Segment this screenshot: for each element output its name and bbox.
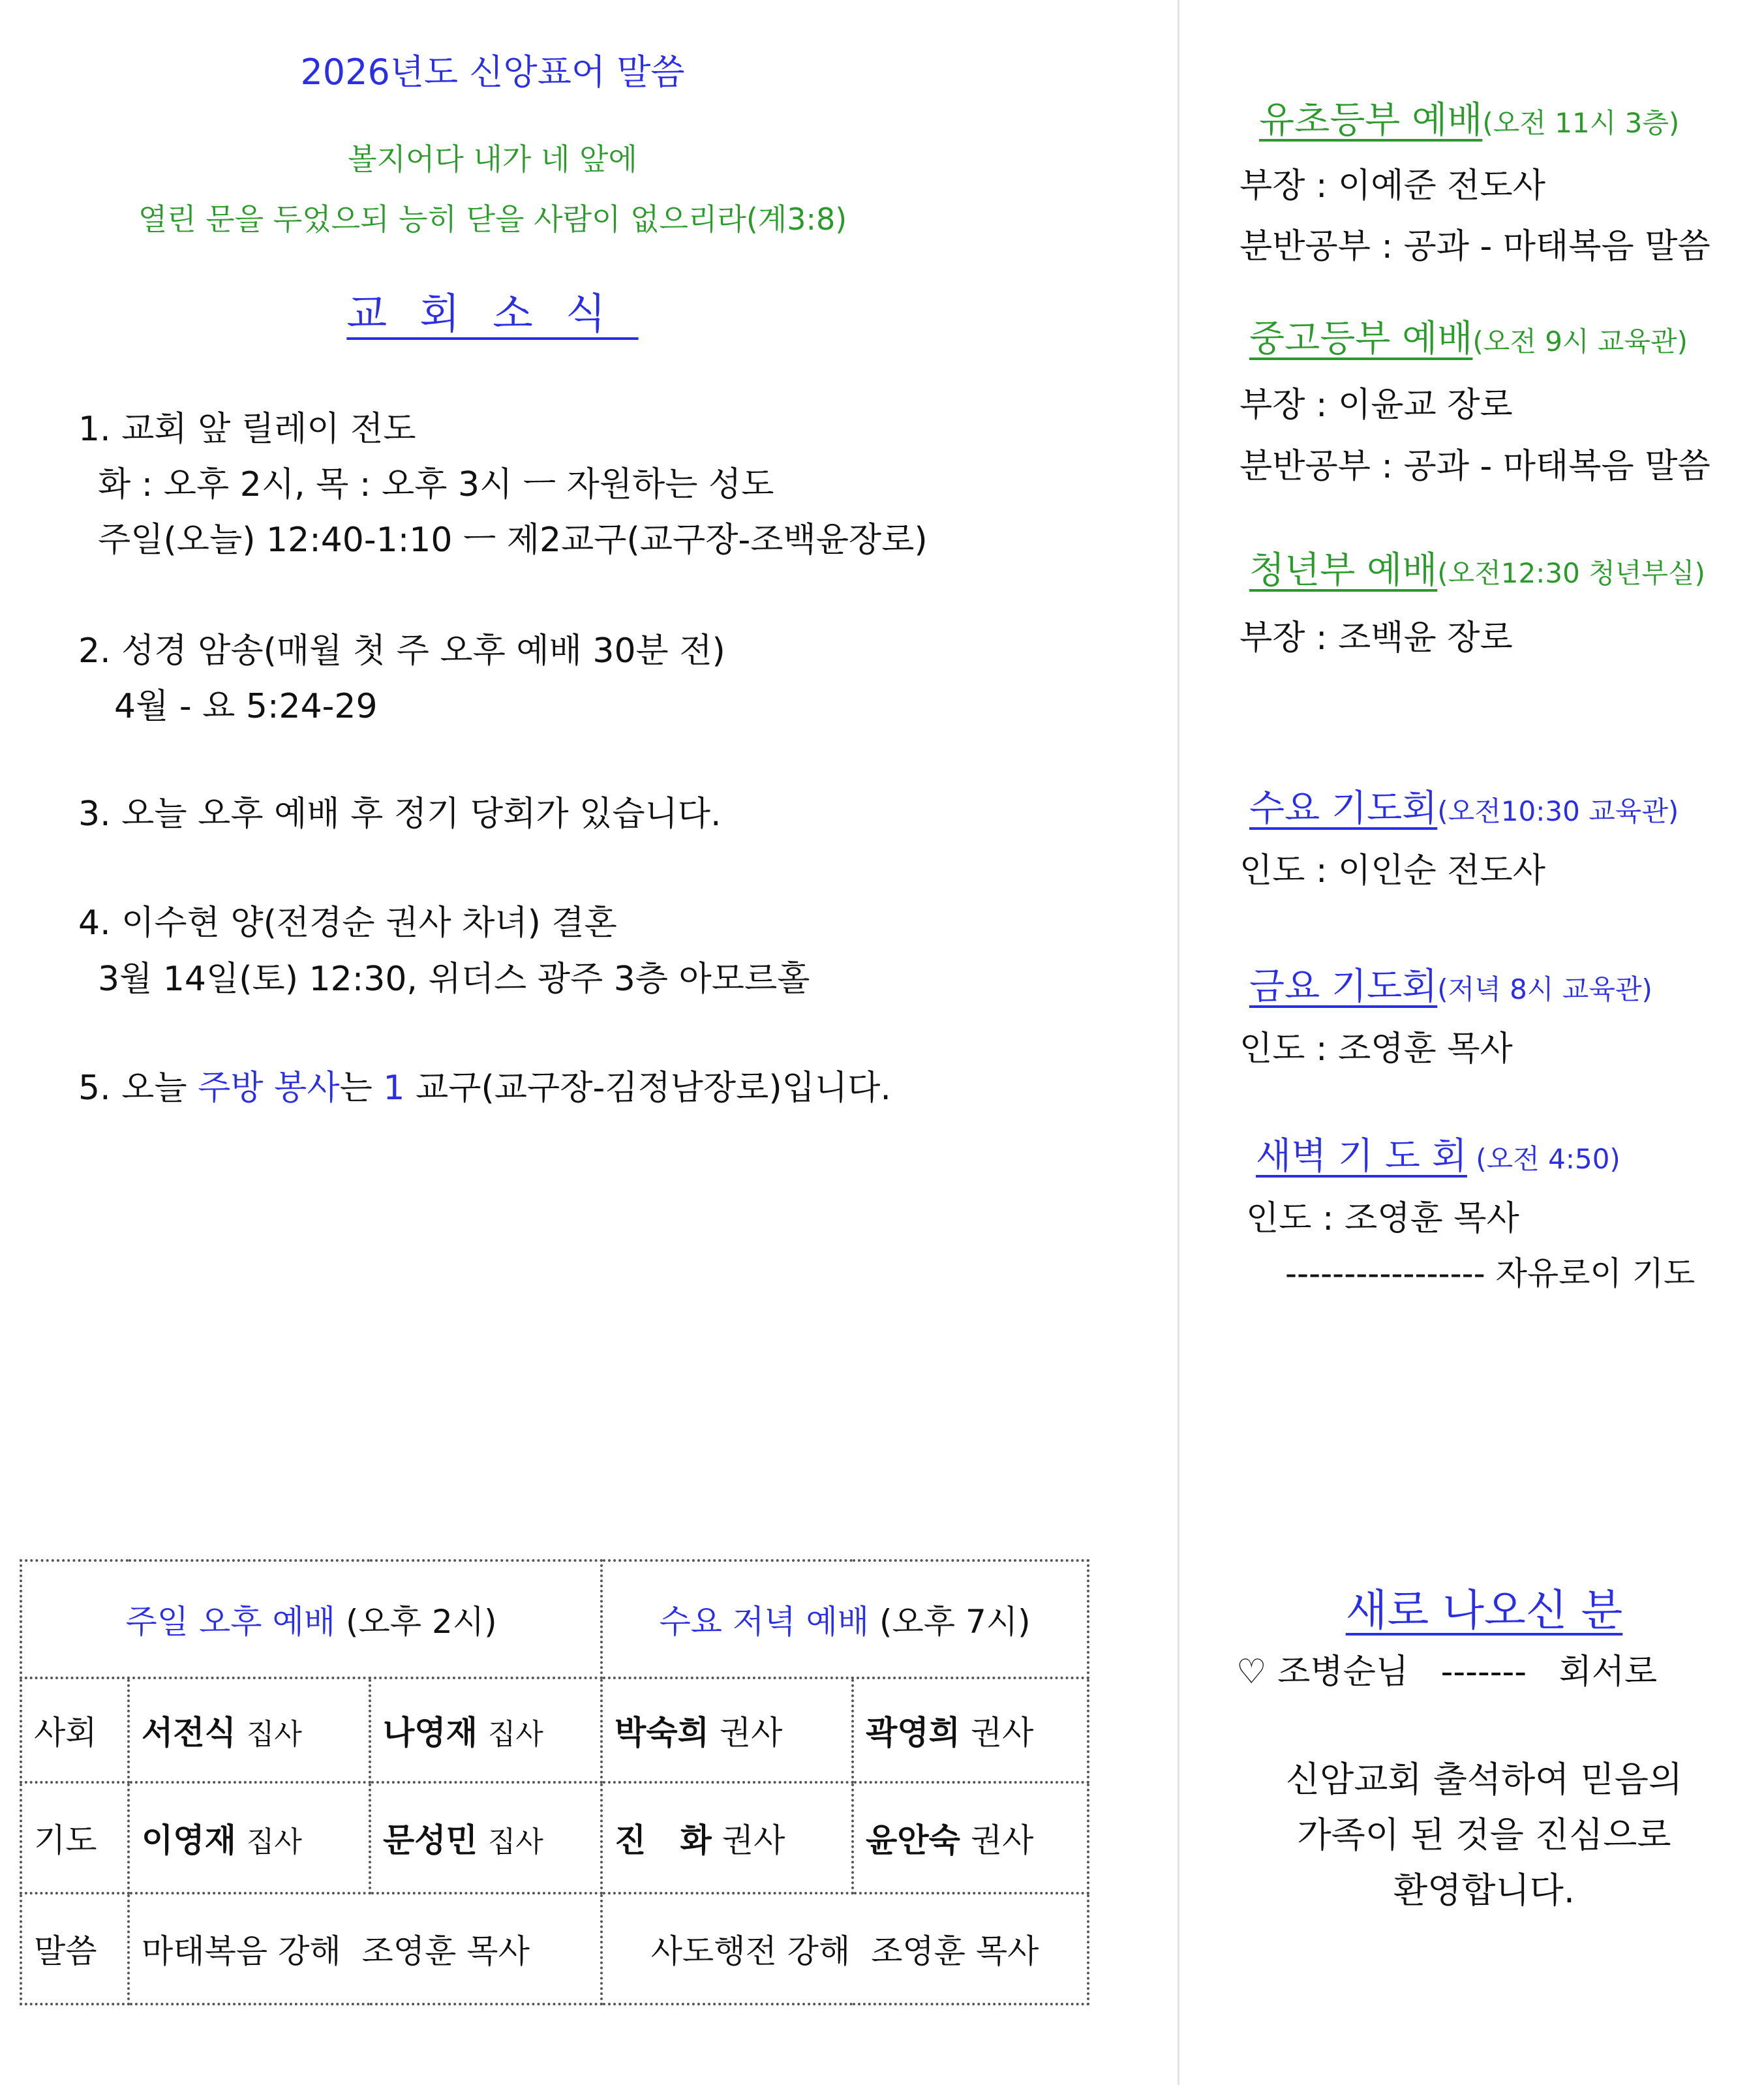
service-schedule-table (20, 1559, 1089, 2005)
news-item-4-title: 4. 이수현 양(전경순 권사 차녀) 결혼 (78, 904, 617, 943)
young-adult-head: 부장 : 조백윤 장로 (1239, 618, 1513, 658)
welcome-message-line3: 환영합니다. (1393, 1870, 1575, 1911)
table-row (21, 1678, 1088, 1782)
wednesday-prayer-heading (1249, 780, 1679, 832)
person-title: 집사 (487, 1718, 543, 1751)
row-label-host: 사회 (21, 1678, 129, 1782)
column-divider (1178, 0, 1179, 2085)
welcome-message-line2: 가족이 된 것을 진심으로 (1297, 1814, 1671, 1855)
wednesday-service-time: (오후 7시) (879, 1603, 1031, 1641)
motto-verse-line2: 열린 문을 두었으되 능히 닫을 사람이 없으리라(계3:8) (138, 202, 847, 237)
sermon-wednesday: 사도행전 강해 조영훈 목사 (601, 1893, 1088, 2004)
newcomer-entry: ♡ 조병순님 ------- 회서로 (1236, 1652, 1658, 1692)
host-wednesday-1 (601, 1678, 853, 1782)
person-name: 나영재 (383, 1714, 478, 1752)
news-item-2-title: 2. 성경 암송(매월 첫 주 오후 예배 30분 전) (78, 632, 725, 671)
host-sunday-2 (370, 1678, 601, 1782)
friday-prayer-time: (저녁 8시 교육관) (1437, 973, 1652, 1005)
sermon-sunday: 마태복음 강해 조영훈 목사 (129, 1893, 601, 2004)
news-item-5-highlight: 주방 봉사 (198, 1069, 340, 1108)
news-title-text: 교회소식 (346, 290, 639, 339)
sunday-service-name: 주일 오후 예배 (125, 1603, 336, 1641)
motto-verse-line1: 볼지어다 내가 네 앞에 (348, 142, 637, 177)
table-row (21, 1782, 1088, 1893)
person-title: 집사 (487, 1825, 543, 1859)
table-header-row (21, 1560, 1088, 1678)
youth-head: 부장 : 이윤교 장로 (1239, 386, 1513, 425)
news-title (0, 281, 985, 341)
row-label-sermon: 말씀 (21, 1893, 129, 2004)
friday-prayer-name: 금요 기도회 (1249, 966, 1438, 1008)
motto-title: 2026년도 신앙표어 말씀 (300, 52, 685, 93)
person-name: 곽영희 (866, 1714, 960, 1752)
wednesday-service-header (601, 1560, 1088, 1678)
kids-study: 분반공부 : 공과 - 마태복음 말씀 (1239, 227, 1711, 266)
person-name: 문성민 (383, 1821, 478, 1859)
person-name: 진 화 (615, 1821, 712, 1859)
wednesday-prayer-leader: 인도 : 이인순 전도사 (1239, 851, 1545, 890)
news-item-5-mid: 는 (339, 1069, 384, 1108)
person-title: 권사 (970, 1714, 1034, 1752)
youth-service-heading (1249, 310, 1688, 362)
news-item-2-line1: 4월 - 요 5:24-29 (114, 687, 378, 726)
news-item-1-line2: 주일(오늘) 12:40-1:10 ㅡ 제2교구(교구장-조백윤장로) (98, 521, 928, 560)
dawn-prayer-note: ----------------- 자유로이 기도 (1285, 1255, 1696, 1292)
news-item-1-title: 1. 교회 앞 릴레이 전도 (78, 410, 416, 449)
prayer-sunday-1 (129, 1782, 370, 1893)
youth-study: 분반공부 : 공과 - 마태복음 말씀 (1239, 447, 1711, 486)
dawn-prayer-name: 새벽 기 도 회 (1256, 1135, 1467, 1178)
host-wednesday-2 (853, 1678, 1088, 1782)
kids-head: 부장 : 이예준 전도사 (1239, 166, 1545, 205)
table-row (21, 1893, 1088, 2004)
friday-prayer-leader: 인도 : 조영훈 목사 (1239, 1029, 1513, 1069)
person-name: 이영재 (142, 1821, 236, 1859)
person-title: 권사 (970, 1821, 1034, 1859)
young-adult-service-heading (1249, 541, 1705, 594)
news-item-5-suffix: 교구(교구장-김정남장로)입니다. (404, 1069, 891, 1108)
news-item-5-prefix: 5. 오늘 (78, 1069, 198, 1108)
kids-service-name: 유초등부 예배 (1259, 99, 1483, 142)
person-name: 윤안숙 (866, 1821, 960, 1859)
wednesday-prayer-name: 수요 기도회 (1249, 787, 1438, 830)
person-title: 권사 (722, 1821, 785, 1859)
young-adult-service-name: 청년부 예배 (1249, 549, 1438, 592)
news-item-1-line1: 화 : 오후 2시, 목 : 오후 3시 ㅡ 자원하는 성도 (98, 465, 774, 504)
prayer-sunday-2 (370, 1782, 601, 1893)
person-name: 박숙희 (615, 1714, 709, 1752)
host-sunday-1 (129, 1678, 370, 1782)
newcomers-title (1239, 1575, 1729, 1637)
wednesday-prayer-time: (오전10:30 교육관) (1437, 795, 1679, 827)
person-name: 서전식 (142, 1714, 236, 1752)
prayer-wednesday-2 (853, 1782, 1088, 1893)
dawn-prayer-time: (오전 4:50) (1467, 1143, 1620, 1175)
person-title: 집사 (246, 1718, 302, 1751)
news-item-5-number: 1 (383, 1069, 405, 1108)
youth-service-time: (오전 9시 교육관) (1472, 326, 1688, 358)
sunday-service-time: (오후 2시) (345, 1603, 497, 1641)
kids-service-heading (1259, 91, 1679, 144)
dawn-prayer-leader: 인도 : 조영훈 목사 (1246, 1199, 1519, 1238)
person-title: 권사 (719, 1714, 783, 1752)
sunday-service-header (21, 1560, 601, 1678)
news-item-4-line1: 3월 14일(토) 12:30, 위더스 광주 3층 아모르홀 (98, 960, 810, 999)
newcomers-title-text: 새로 나오신 분 (1345, 1585, 1623, 1636)
person-title: 집사 (246, 1825, 302, 1859)
young-adult-service-time: (오전12:30 청년부실) (1437, 557, 1705, 589)
youth-service-name: 중고등부 예배 (1249, 318, 1473, 360)
welcome-message-line1: 신암교회 출석하여 믿음의 (1285, 1759, 1683, 1800)
friday-prayer-heading (1249, 958, 1652, 1010)
kids-service-time: (오전 11시 3층) (1482, 107, 1680, 139)
wednesday-service-name: 수요 저녁 예배 (659, 1603, 870, 1641)
news-item-5 (78, 1060, 891, 1109)
news-item-3-title: 3. 오늘 오후 예배 후 정기 당회가 있습니다. (78, 795, 722, 834)
prayer-wednesday-1 (601, 1782, 853, 1893)
row-label-prayer: 기도 (21, 1782, 129, 1893)
dawn-prayer-heading (1256, 1127, 1620, 1179)
